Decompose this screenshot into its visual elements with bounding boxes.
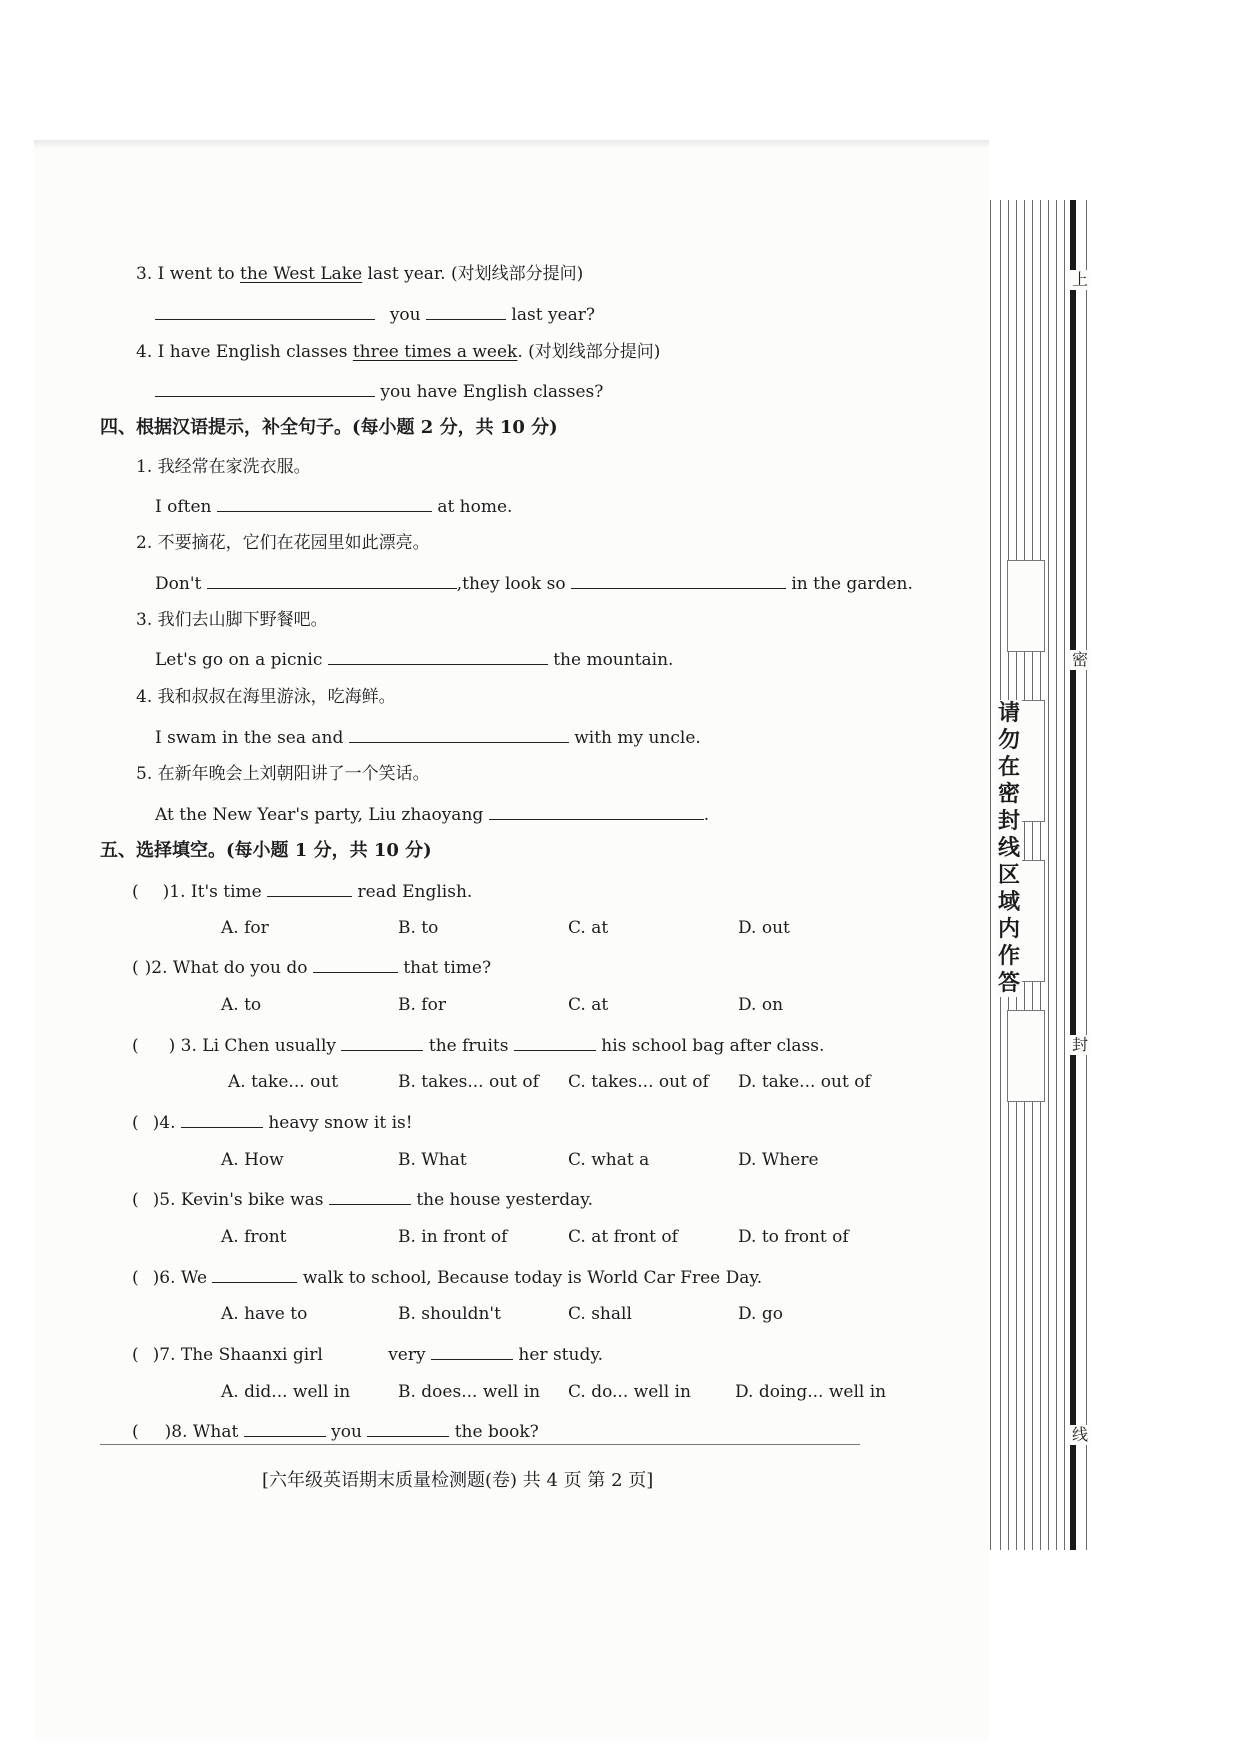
s5-item3-opt-d[interactable]: D. take... out of: [738, 1072, 871, 1092]
seal-char-feng: 封: [1071, 1035, 1088, 1054]
s5-item7-opt-b[interactable]: B. does... well in: [398, 1382, 541, 1402]
s5-item6-opt-d[interactable]: D. go: [738, 1304, 783, 1324]
s5-item5-stem: ( )5. Kevin's bike was the house yesterday.: [132, 1186, 593, 1212]
answer-blank[interactable]: [155, 301, 375, 320]
s4-item5-cn: 5. 在新年晚会上刘朝阳讲了一个笑话。: [136, 764, 430, 784]
answer-blank[interactable]: [431, 1341, 513, 1360]
s5-item6-stem: ( )6. We walk to school, Because today is World Car Free Day.: [132, 1264, 762, 1290]
s5-item4-opt-c[interactable]: C. what a: [568, 1150, 650, 1170]
answer-blank[interactable]: [341, 1032, 423, 1051]
s5-item7-opt-c[interactable]: C. do... well in: [568, 1382, 691, 1402]
s5-item7-opt-a[interactable]: A. did... well in: [221, 1382, 351, 1402]
s5-item3-opt-a[interactable]: A. take... out: [228, 1072, 339, 1092]
s5-item6-opt-a[interactable]: A. have to: [221, 1304, 308, 1324]
content-bottom-rule: [100, 1444, 860, 1445]
s5-item1-opt-b[interactable]: B. to: [398, 918, 439, 938]
answer-blank[interactable]: [155, 378, 375, 397]
answer-blank[interactable]: [267, 878, 352, 897]
answer-blank[interactable]: [212, 1264, 297, 1283]
seal-char-top: 上: [1071, 270, 1088, 289]
answer-blank[interactable]: [349, 724, 569, 743]
s5-item2-opt-d[interactable]: D. on: [738, 995, 784, 1015]
s5-item5-opt-b[interactable]: B. in front of: [398, 1227, 508, 1247]
s5-item1-opt-a[interactable]: A. for: [221, 918, 269, 938]
seal-char-xian: 线: [1071, 1425, 1088, 1444]
paper-edge: [34, 140, 989, 148]
s5-item4-opt-b[interactable]: B. What: [398, 1150, 467, 1170]
s5-item2-opt-c[interactable]: C. at: [568, 995, 609, 1015]
s5-item5-opt-d[interactable]: D. to front of: [738, 1227, 849, 1247]
s4-item4-en: I swam in the sea and with my uncle.: [155, 724, 701, 750]
answer-blank[interactable]: [207, 570, 457, 589]
s5-item5-opt-c[interactable]: C. at front of: [568, 1227, 678, 1247]
answer-blank[interactable]: [571, 570, 786, 589]
s4-item5-en: At the New Year's party, Liu zhaoyang .: [155, 801, 709, 827]
s5-item6-opt-b[interactable]: B. shouldn't: [398, 1304, 501, 1324]
answer-blank[interactable]: [489, 801, 704, 820]
answer-blank[interactable]: [367, 1418, 449, 1437]
s4-item1-cn: 1. 我经常在家洗衣服。: [136, 457, 311, 477]
s5-item8-stem: ( )8. What you the book?: [132, 1418, 539, 1444]
s5-item4-opt-a[interactable]: A. How: [221, 1150, 284, 1170]
s5-item3-stem: ( ) 3. Li Chen usually the fruits his school bag after class.: [132, 1032, 824, 1058]
s5-item2-opt-a[interactable]: A. to: [221, 995, 262, 1015]
binding-notice: 请勿在密封线区域内作答: [997, 700, 1020, 996]
answer-blank[interactable]: [514, 1032, 596, 1051]
s4-item1-en: I often at home.: [155, 493, 512, 519]
s4-item2-en: Don't ,they look so in the garden.: [155, 570, 913, 596]
seal-char-mi: 密: [1071, 650, 1088, 669]
q4-question: 4. I have English classes three times a week. (对划线部分提问): [136, 342, 661, 362]
q4-answer-line: you have English classes?: [155, 378, 603, 404]
binding-box: [1007, 1010, 1045, 1102]
s5-item6-opt-c[interactable]: C. shall: [568, 1304, 632, 1324]
s4-item2-cn: 2. 不要摘花，它们在花园里如此漂亮。: [136, 533, 430, 553]
answer-blank[interactable]: [181, 1109, 263, 1128]
s5-item4-opt-d[interactable]: D. Where: [738, 1150, 819, 1170]
answer-blank[interactable]: [313, 954, 398, 973]
page-footer: [六年级英语期末质量检测题(卷) 共 4 页 第 2 页]: [262, 1470, 654, 1491]
q3-answer-line: you last year?: [155, 301, 595, 327]
s5-item3-opt-c[interactable]: C. takes... out of: [568, 1072, 709, 1092]
s4-item3-cn: 3. 我们去山脚下野餐吧。: [136, 610, 328, 630]
s5-item1-opt-d[interactable]: D. out: [738, 918, 790, 938]
answer-blank[interactable]: [328, 646, 548, 665]
q3-question: 3. I went to the West Lake last year. (对划线部分提问): [136, 264, 584, 284]
s5-item2-opt-b[interactable]: B. for: [398, 995, 446, 1015]
s5-item5-opt-a[interactable]: A. front: [221, 1227, 287, 1247]
s5-item1-opt-c[interactable]: C. at: [568, 918, 609, 938]
s4-item3-en: Let's go on a picnic the mountain.: [155, 646, 673, 672]
s5-item4-stem: ( )4. heavy snow it is!: [132, 1109, 413, 1135]
s5-item7-stem: ( )7. The Shaanxi girl very her study.: [132, 1341, 603, 1367]
answer-blank[interactable]: [426, 301, 506, 320]
s4-item4-cn: 4. 我和叔叔在海里游泳，吃海鲜。: [136, 687, 396, 707]
s5-item7-opt-d[interactable]: D. doing... well in: [735, 1382, 887, 1402]
s5-item2-stem: ( )2. What do you do that time?: [132, 954, 491, 980]
section4-heading: 四、根据汉语提示，补全句子。(每小题 2 分，共 10 分): [100, 417, 558, 438]
section5-heading: 五、选择填空。(每小题 1 分，共 10 分): [100, 840, 432, 861]
binding-box: [1007, 560, 1045, 652]
answer-blank[interactable]: [244, 1418, 326, 1437]
answer-blank[interactable]: [329, 1186, 411, 1205]
answer-blank[interactable]: [217, 493, 432, 512]
s5-item3-opt-b[interactable]: B. takes... out of: [398, 1072, 539, 1092]
s5-item1-stem: ( )1. It's time read English.: [132, 878, 472, 904]
